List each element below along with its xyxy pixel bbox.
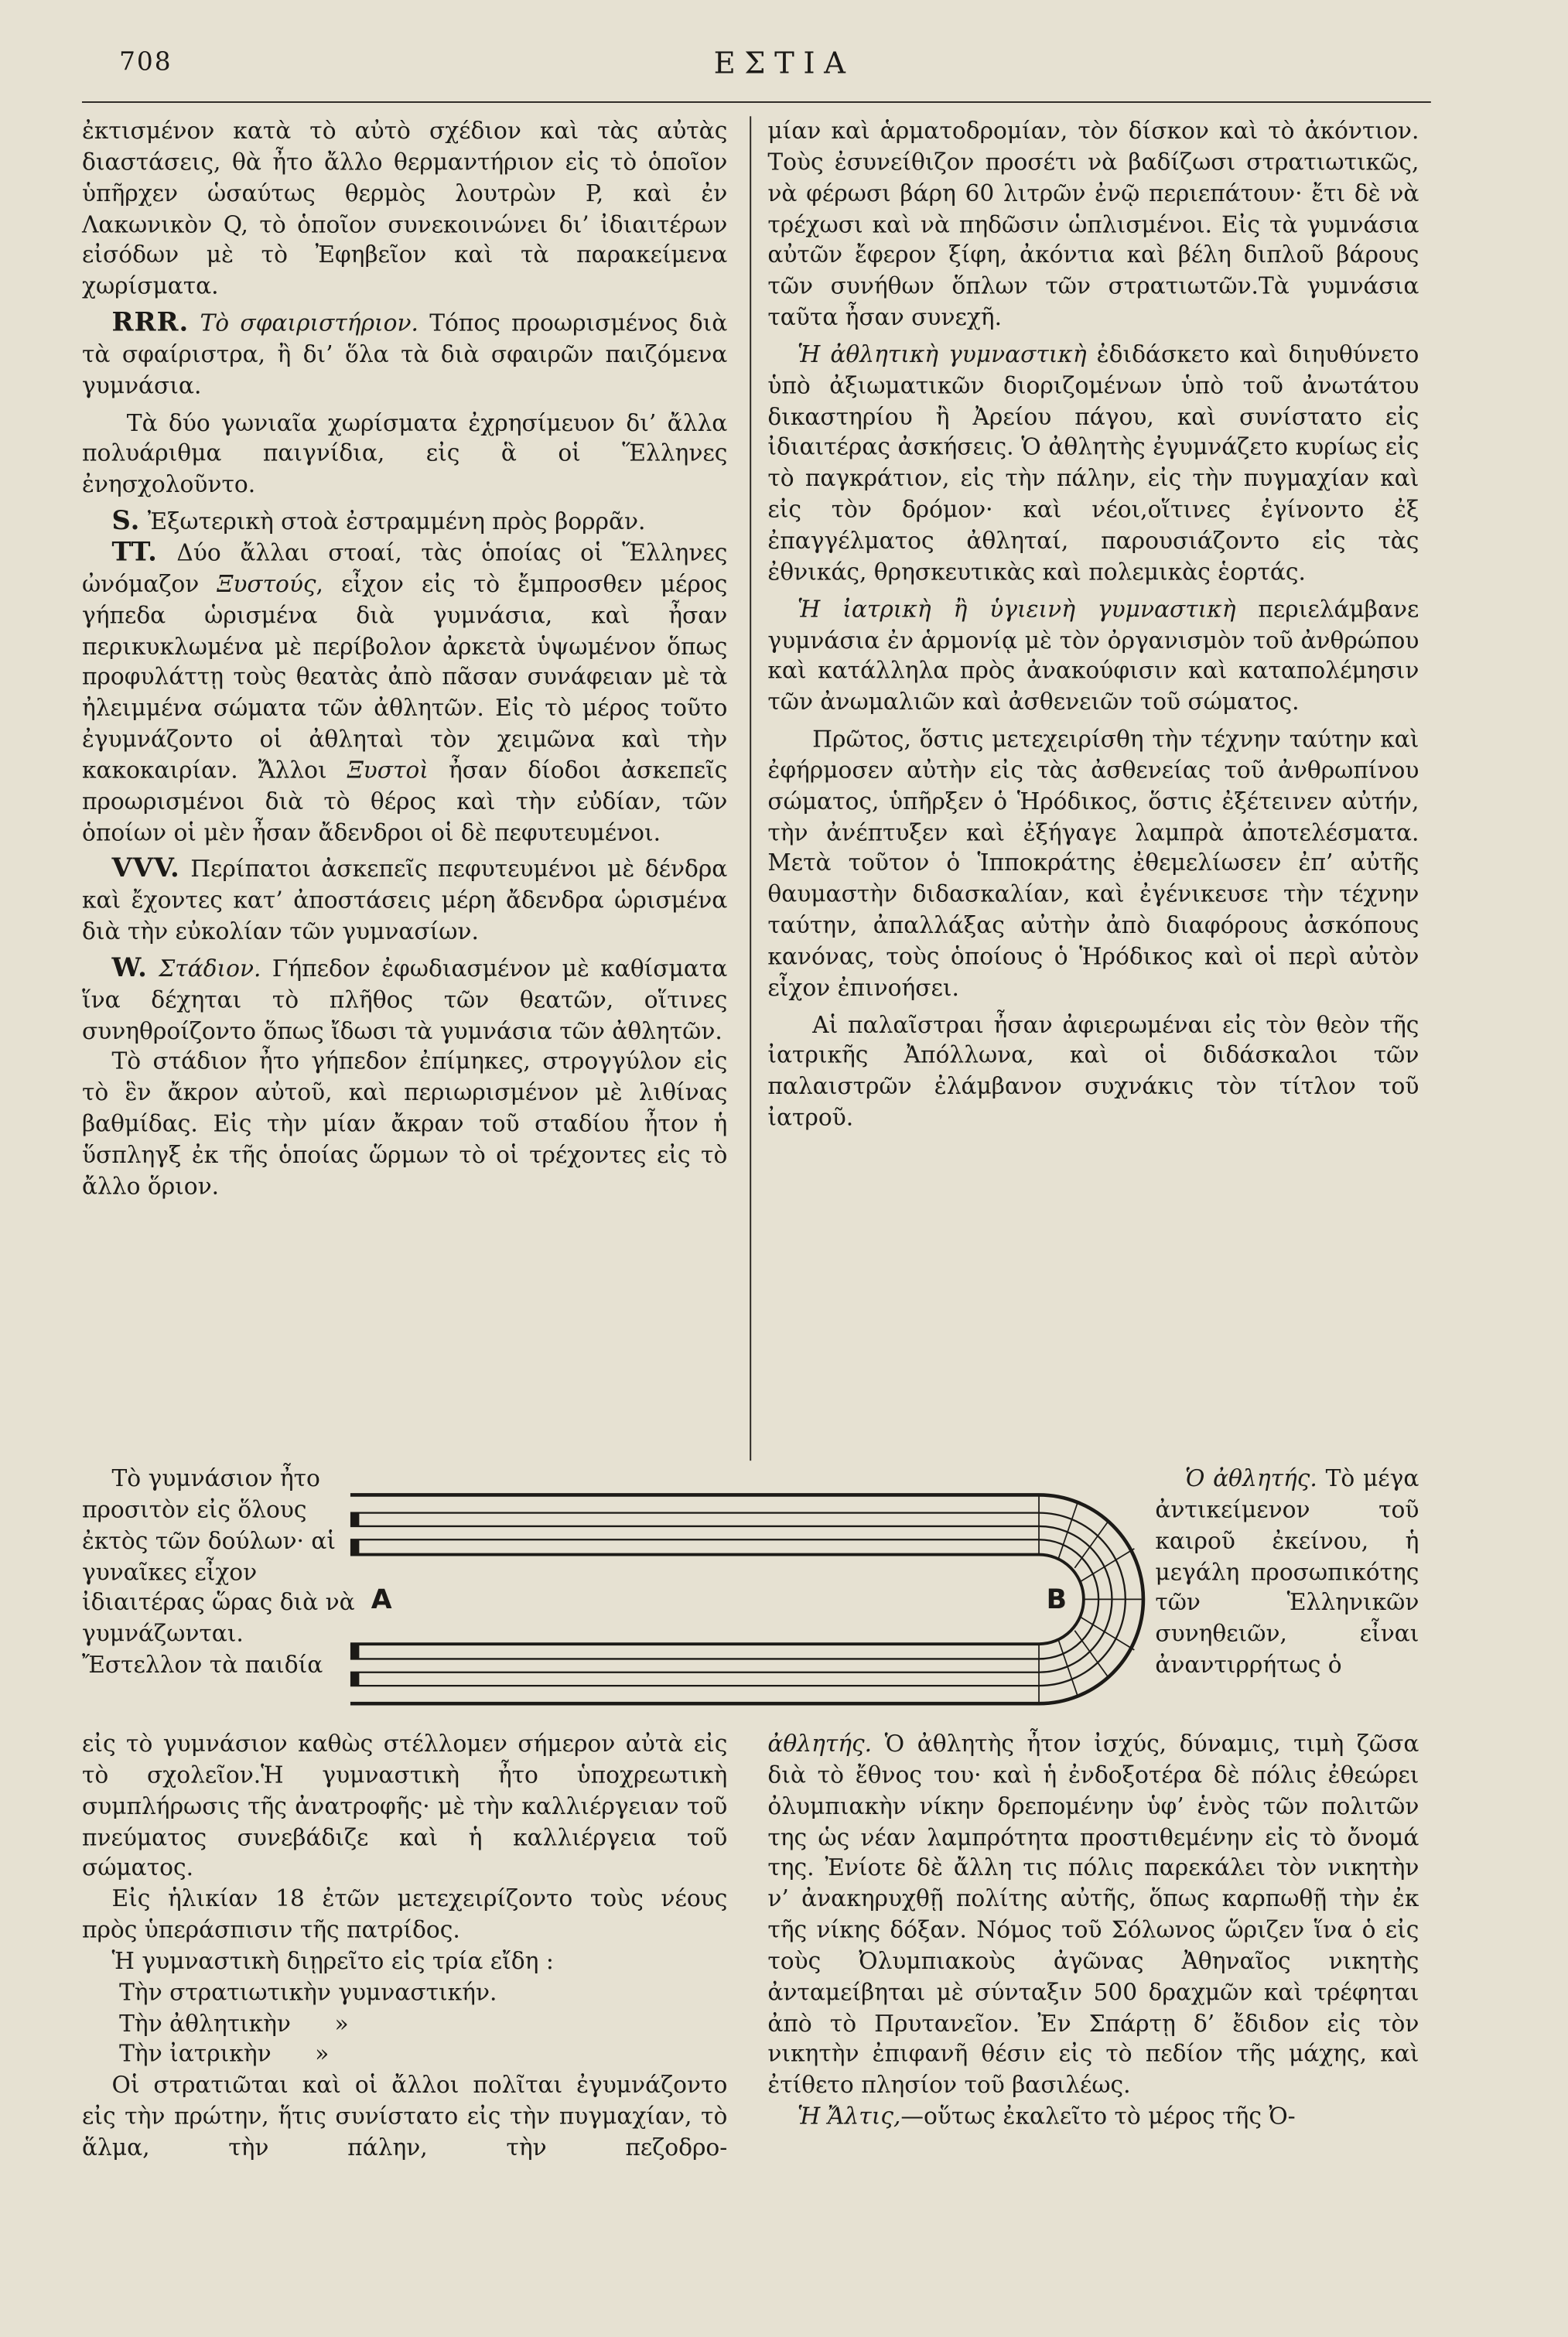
section-term: Στάδιον. xyxy=(159,955,261,982)
stadium-plan-figure xyxy=(350,1483,1163,1714)
paragraph: Ἡ γυμναστικὴ διῃρεῖτο εἰς τρία εἴδη : xyxy=(111,1948,554,1975)
paragraph: Αἱ παλαῖστραι ἦσαν ἀφιερωμέναι εἰς τὸν θεὸν τῆς ἰατρικῆς Ἀπόλλωνα, καὶ οἱ διδάσκαλοι τῶν παλαιστρῶν ἐλάμβανον συχνάκις τὸν τίτλον τοῦ ἰατροῦ. xyxy=(767,1011,1419,1132)
paragraph: Ἡ ἰατρικὴ ἢ ὑγιεινὴ γυμναστικὴ περιελάμβανε γυμνάσια ἐν ἁρμονίᾳ μὲ τὸν ὀργανισμὸν τοῦ ἀνθρώπου καὶ κατάλληλα πρὸς ἀνακούφισιν καὶ καταπολέμησιν τῶν ἀνωμαλιῶν καὶ ἀσθενειῶν τοῦ σώματος. xyxy=(767,596,1419,716)
paragraph: Ὁ ἀθλητής. Τὸ μέγα ἀντικείμενον τοῦ καιροῦ ἐκείνου, ἡ μεγάλη προσωπικότης τῶν Ἑλληνικῶν συνηθειῶν, εἶναι ἀναντιρρήτως ὁ xyxy=(1155,1464,1419,1679)
paragraph: W. Στάδιον. Γήπεδον ἐφωδιασμένον μὲ καθίσματα ἵνα δέχηται τὸ πλῆθος τῶν θεατῶν, οἵτινες συνηθροίζοντο ὅπως ἴδωσι τὰ γυμνάσια τῶν ἀθλητῶν. xyxy=(81,953,728,1044)
section-term: ἀθλητής. xyxy=(767,1730,873,1758)
paragraph: ἀθλητής. Ὁ ἀθλητὴς ἦτον ἰσχύς, δύναμις, τιμὴ ζῶσα διὰ τὸ ἔθνος του· καὶ ἡ ἐνδοξοτέρα δὲ πόλις ἐθεώρει ὀλυμπιακὴν νίκην δρεπομένην ὑφ’ ἑνὸς τῶν πολιτῶν της ὡς νέαν λαμπρότητα προστιθεμένην εἰς τὸ ὄνομά της. Ἐνίοτε δὲ ἄλλη τις πόλις παρεκάλει τὸν νικητὴν ν’ ἀνακηρυχθῇ πολίτης αὐτῆς, ὅπως καρπωθῇ τὴν ἐκ τῆς νίκης δόξαν. Νόμος τοῦ Σόλωνος ὥριζεν ἵνα ὁ εἰς τοὺς Ὀλυμπιακοὺς ἀγῶνας Ἀθηναῖος νικητὴς ἀνταμείβηται μὲ σύνταξιν 500 δραχμῶν καὶ τρέφηται ἀπὸ τὸ Πρυτανεῖον. Ἐν Σπάρτῃ δ’ ἔδιδον εἰς τὸν νικητὴν ἐπιφανῆ θέσιν εἰς τὸ πεδίον τῆς μάχης, καὶ ἐτίθετο πλησίον τοῦ βασιλέως. xyxy=(767,1730,1419,2100)
figure-label-b: B xyxy=(1046,1584,1068,1615)
figure-wrap-left-text xyxy=(82,1464,362,1729)
section-mark: RRR. xyxy=(111,308,190,339)
column-divider xyxy=(750,116,751,1461)
paragraph: Τὸ γυμνάσιον ἦτο προσιτὸν εἰς ὅλους ἐκτὸς τῶν δούλων· αἱ γυναῖκες εἶχον ἰδιαιτέρας ὥρας διὰ νὰ γυμνάζωνται. Ἔστελλον τὰ παιδία xyxy=(81,1464,355,1679)
paragraph: TT. Δύο ἄλλαι στοαί, τὰς ὁποίας οἱ Ἕλληνες ὠνόμαζον Ξυστούς, εἶχον εἰς τὸ ἔμπροσθεν μέρος γήπεδα ὡρισμένα διὰ γυμνάσια, καὶ ἦσαν περικυκλωμένα μὲ περίβολον ἀρκετὰ ὑψωμένον ὅπως προφυλάττῃ τοὺς θεατὰς ἀπὸ πᾶσαν συνάφειαν μὲ τὰ ἠλειμμένα σώματα τῶν ἀθλητῶν. Εἰς τὸ μέρος τοῦτο ἐγυμνάζοντο οἱ ἀθληταὶ τὸν χειμῶνα καὶ τὴν κακοκαιρίαν. Ἄλλοι Ξυστοὶ ἦσαν δίοδοι ἀσκεπεῖς προωρισμένοι διὰ τὸ θέρος καὶ τὴν εὐδίαν, τῶν ὁποίων οἱ μὲν ἦσαν ἄδενδροι οἱ δὲ πεφυτευμένοι. xyxy=(81,538,728,846)
section-term: Ὁ ἀθλητής. xyxy=(1184,1464,1317,1492)
section-term: Ἡ ἀθλητικὴ γυμναστικὴ xyxy=(797,341,1087,368)
section-mark: TT. xyxy=(111,538,158,569)
stadium-inner-wall xyxy=(350,1555,1084,1645)
left-column-bottom xyxy=(82,1729,727,2263)
right-column-bottom xyxy=(767,1729,1419,2263)
section-term: Ξυστούς xyxy=(217,570,316,598)
page-number: 708 xyxy=(119,47,173,78)
paragraph: Πρῶτος, ὅστις μετεχειρίσθη τὴν τέχνην ταύτην καὶ ἐφήρμοσεν αὐτὴν εἰς τὰς ἀσθενείας τοῦ ἀνθρωπίνου σώματος, ὑπῆρξεν ὁ Ἡρόδικος, ὅστις ἐξέτεινεν αὐτήν, τὴν ἀνέπτυξεν καὶ ἐξήγαγε λαμπρὰ ἀποτελέσματα. Μετὰ τοῦτον ὁ Ἱπποκράτης ἐθεμελίωσεν ἐπ’ αὐτῆς θαυμαστὴν διδασκαλίαν, καὶ ἐγένικευσε τὴν τέχνην ταύτην, ἀπαλλάξας αὐτὴν ἀπὸ διαφόρους ἀσκόπους κανόνας, τοὺς ὁποίους ὁ Ἡρόδικος καὶ οἱ περὶ αὐτὸν εἶχον ἐπινοήσει. xyxy=(767,726,1419,1002)
section-mark: VVV. xyxy=(111,854,180,885)
section-mark: W. xyxy=(111,953,148,984)
paragraph: Εἰς ἡλικίαν 18 ἐτῶν μετεχειρίζοντο τοὺς νέους πρὸς ὑπεράσπισιν τῆς πατρίδος. xyxy=(81,1885,728,1944)
paragraph: Ἡ Ἄλτις,—οὕτως ἐκαλεῖτο τὸ μέρος τῆς Ὀ- xyxy=(797,2103,1296,2130)
section-term: Τὸ σφαιριστήριον. xyxy=(200,309,418,337)
paragraph: Ἡ ἀθλητικὴ γυμναστικὴ ἐδιδάσκετο καὶ διηυθύνετο ὑπὸ ἀξιωματικῶν διοριζομένων ὑπὸ τοῦ ἀνωτάτου δικαστηρίου ἢ Ἀρείου πάγου, καὶ συνίστατο εἰς ἰδιαιτέρας ἀσκήσεις. Ὁ ἀθλητὴς ἐγυμνάζετο κυρίως εἰς τὸ παγκράτιον, εἰς τὴν πάλην, εἰς τὴν πυγμαχίαν καὶ εἰς τὸν δρόμον· καὶ νέοι,οἵτινες ἐγίνοντο ἐξ ἐπαγγέλματος ἀθληταί, παρουσιάζοντο εἰς τὰς ἐθνικάς, θρησκευτικὰς καὶ πολεμικὰς ἑορτάς. xyxy=(767,341,1419,586)
paragraph: ἐκτισμένον κατὰ τὸ αὐτὸ σχέδιον καὶ τὰς αὐτὰς διαστάσεις, θὰ ἦτο ἄλλο θερμαντήριον εἰς τὸ ὁποῖον ὑπῆρχεν ὡσαύτως θερμὸς λουτρὼν P, καὶ ἐν Λακωνικὸν Q, τὸ ὁποῖον συνεκοινώνει δι’ ἰδιαιτέρων εἰσόδων μὲ τὸ Ἐφηβεῖον καὶ τὰ παρακείμενα χωρίσματα. xyxy=(81,118,728,300)
paragraph: εἰς τὸ γυμνάσιον καθὼς στέλλομεν σήμερον αὐτὰ εἰς τὸ σχολεῖον.Ἡ γυμναστικὴ ἦτο ὑποχρεωτικὴ συμπλήρωσις τῆς ἀνατροφῆς· μὲ τὴν καλλιέργειαν τοῦ πνεύματος συνεβάδιζε καὶ ἡ καλλιέργεια τοῦ σώματος. xyxy=(81,1730,728,1882)
paragraph: RRR. Τὸ σφαιριστήριον. Τόπος προωρισμένος διὰ τὰ σφαίριστρα, ἢ δι’ ὅλα τὰ διὰ σφαιρῶν παιζόμενα γυμνάσια. xyxy=(81,308,728,399)
list-item: Τὴν στρατιωτικὴν γυμναστικήν. xyxy=(119,1979,497,2006)
header-rule xyxy=(82,101,1431,103)
section-term: Ξυστοὶ xyxy=(347,757,429,784)
section-mark: S. xyxy=(111,507,141,537)
section-term: Ἡ ἰατρικὴ ἢ ὑγιεινὴ γυμναστικὴ xyxy=(797,596,1236,623)
paragraph: Τὰ δύο γωνιαῖα χωρίσματα ἐχρησίμευον δι’ ἄλλα πολυάριθμα παιγνίδια, εἰς ἃ οἱ Ἕλληνες ἐνησχολοῦντο. xyxy=(81,409,728,499)
left-column-top xyxy=(82,116,727,1457)
stadium-seat-row xyxy=(350,1539,1098,1659)
list-item: Τὴν ἰατρικὴν » xyxy=(119,2041,330,2069)
paragraph: Τὸ στάδιον ἦτο γήπεδον ἐπίμηκες, στρογγύλον εἰς τὸ ἓν ἄκρον αὐτοῦ, καὶ περιωρισμένον μὲ λιθίνας βαθμίδας. Εἰς τὴν μίαν ἄκραν τοῦ σταδίου ἦτον ἡ ὕσπληγξ ἐκ τῆς ὁποίας ὥρμων τὸ οἱ τρέχοντες εἰς τὸ ἄλλο ὅριον. xyxy=(81,1048,728,1200)
journal-title: ΕΣΤΙΑ xyxy=(713,44,855,81)
paragraph: S. Ἐξωτερικὴ στοὰ ἐστραμμένη πρὸς βορρᾶν. xyxy=(111,507,646,537)
figure-wrap-right-text xyxy=(1155,1464,1419,1729)
figure-label-a: A xyxy=(371,1584,392,1615)
section-term: Ἡ Ἄλτις, xyxy=(797,2103,901,2130)
stadium-seat-row xyxy=(350,1526,1112,1672)
paragraph: Οἱ στρατιῶται καὶ οἱ ἄλλοι πολῖται ἐγυμνάζοντο εἰς τὴν πρώτην, ἥτις συνίστατο εἰς τὴν πυγμαχίαν, τὸ ἅλμα, τὴν πάλην, τὴν πεζοδρο- xyxy=(81,2072,728,2161)
paragraph: μίαν καὶ ἁρματοδρομίαν, τὸν δίσκον καὶ τὸ ἀκόντιον. Τοὺς ἐσυνείθιζον προσέτι νὰ βαδίζωσι στρατιωτικῶς, νὰ φέρωσι βάρη 60 λιτρῶν ἐνῷ περιεπάτουν· ἔτι δὲ νὰ τρέχωσι καὶ νὰ πηδῶσιν ὡπλισμένοι. Εἰς τὰ γυμνάσια αὐτῶν ἔφερον ξίφη, ἀκόντια καὶ βέλη διπλοῦ βάρους τῶν συνήθων ὅπλων τῶν στρατιωτῶν.Τὰ γυμνάσια ταῦτα ἦσαν συνεχῆ. xyxy=(767,118,1419,331)
paragraph: VVV. Περίπατοι ἀσκεπεῖς πεφυτευμένοι μὲ δένδρα καὶ ἔχοντες κατ’ ἀποστάσεις μέρη ἄδενδρα ὡρισμένα διὰ τὴν εὐκολίαν τῶν γυμνασίων. xyxy=(81,854,728,945)
list-item: Τὴν ἀθλητικὴν » xyxy=(119,2010,349,2038)
page-header xyxy=(0,0,1568,90)
right-column-top xyxy=(767,116,1419,1457)
